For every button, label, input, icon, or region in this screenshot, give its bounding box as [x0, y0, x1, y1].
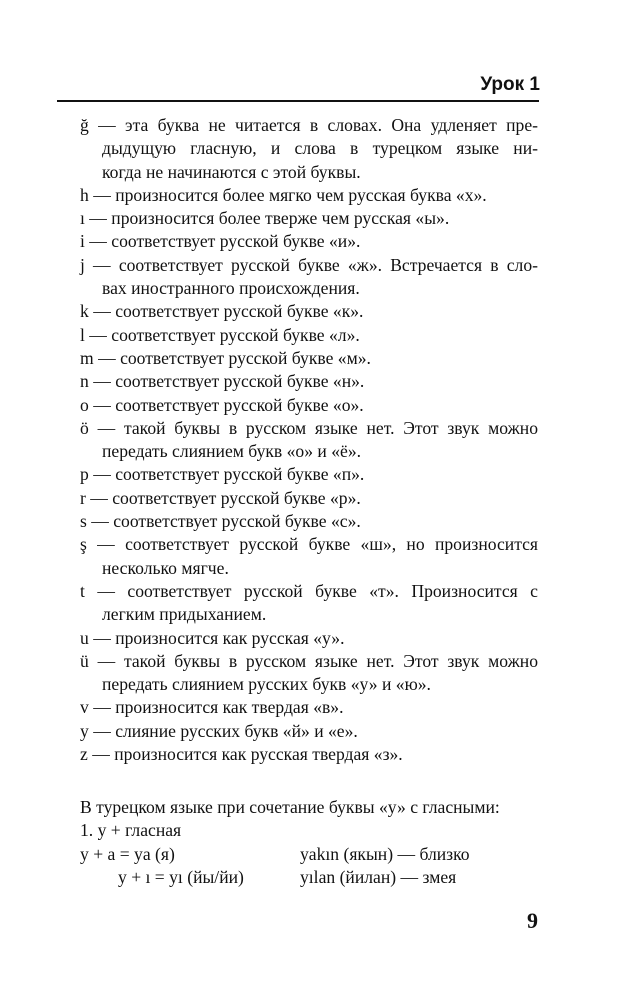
letter-entry-o [80, 394, 538, 417]
letter-entry-s-cedilla [80, 533, 538, 580]
entry-line: дыдущую гласную, и слова в турецком языке ни- [102, 138, 538, 159]
entry-line: z — произносится как русская твердая «з». [80, 744, 403, 765]
letter-entry-y [80, 720, 538, 743]
entry-line: ş — соответствует русской букве «ш», но произносится [80, 534, 538, 555]
entry-line: l — соответствует русской букве «л». [80, 324, 360, 345]
letter-entry-u [80, 627, 538, 650]
entry-line: v — произносится как твердая «в». [80, 697, 344, 718]
y-vowel-section [80, 796, 538, 889]
entry-line: легким придыханием. [102, 604, 267, 625]
letter-entry-k [80, 300, 538, 323]
example-row [80, 843, 538, 866]
letter-entry-p [80, 463, 538, 486]
page-number: 9 [527, 908, 538, 933]
letter-entry-i [80, 230, 538, 253]
example-formula: y + ı = yı (йы/йи) [118, 866, 244, 887]
letter-entry-z [80, 743, 538, 766]
entry-line: ğ — эта буква не читается в словах. Она удленяет пре- [80, 115, 538, 135]
example-word: yakın (якын) — близко [300, 843, 470, 864]
entry-line: i — соответствует русской букве «и». [80, 231, 361, 252]
letter-entry-m [80, 347, 538, 370]
entry-line: s — соответствует русской букве «с». [80, 511, 361, 532]
entry-line: несколько мягче. [102, 557, 229, 578]
section-subheading: 1. y + гласная [80, 820, 182, 841]
entry-line: ü — такой буквы в русском языке нет. Этот звук можно [80, 650, 538, 671]
letter-entry-o-umlaut [80, 417, 538, 464]
entry-line: m — соответствует русской букве «м». [80, 347, 371, 368]
section-intro: В турецком языке при сочетание буквы «у» с гласными: [80, 797, 500, 817]
letter-entry-s [80, 510, 538, 533]
letter-list [80, 114, 538, 766]
header-divider [57, 100, 539, 102]
example-word: yılan (йилан) — змея [300, 866, 457, 887]
letter-entry-v [80, 696, 538, 719]
entry-line: j — соответствует русской букве «ж». Встречается в сло- [80, 254, 538, 275]
letter-entry-t [80, 580, 538, 627]
letter-entry-n [80, 370, 538, 393]
entry-line: t — соответствует русской букве «т». Произносится с [80, 580, 538, 601]
chapter-title: Урок 1 [480, 74, 540, 95]
letter-entry-l [80, 324, 538, 347]
entry-line: r — соответствует русской букве «р». [80, 487, 361, 508]
entry-line: ö — такой буквы в русском языке нет. Этот звук можно [80, 417, 538, 438]
entry-line: передать слиянием русских букв «у» и «ю». [102, 674, 431, 695]
entry-line: y — слияние русских букв «й» и «е». [80, 720, 358, 741]
example-formula: y + a = ya (я) [80, 843, 175, 864]
entry-line: ı — произносится более тверже чем русская «ы». [80, 208, 450, 229]
letter-entry-h [80, 184, 538, 207]
letter-entry-r [80, 487, 538, 510]
entry-line: o — соответствует русской букве «о». [80, 394, 364, 415]
entry-line: вах иностранного происхождения. [102, 278, 360, 299]
letter-entry-u-umlaut [80, 650, 538, 697]
entry-line: n — соответствует русской букве «н». [80, 371, 365, 392]
entry-line: k — соответствует русской букве «к». [80, 301, 364, 322]
entry-line: p — соответствует русской букве «п». [80, 464, 365, 485]
letter-entry-g-breve [80, 114, 538, 184]
example-row [80, 866, 538, 889]
entry-line: когда не начинаются с этой буквы. [102, 161, 361, 182]
letter-entry-dotless-i [80, 207, 538, 230]
entry-line: передать слиянием букв «о» и «ё». [102, 441, 362, 462]
entry-line: h — произносится более мягко чем русская буква «х». [80, 184, 487, 205]
entry-line: u — произносится как русская «у». [80, 627, 345, 648]
letter-entry-j [80, 254, 538, 301]
